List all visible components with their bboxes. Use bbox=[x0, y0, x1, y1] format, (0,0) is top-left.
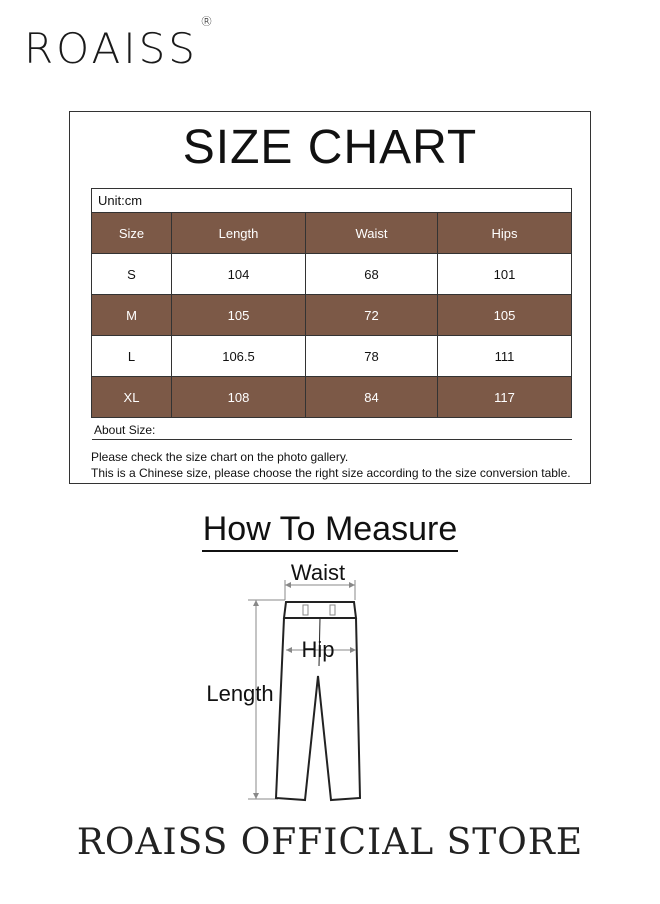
header-cell: Size bbox=[92, 213, 172, 253]
table-cell: 106.5 bbox=[172, 336, 306, 376]
length-label: Length bbox=[206, 681, 274, 706]
brand-name: ROAISS bbox=[24, 24, 198, 73]
table-row bbox=[92, 295, 571, 336]
how-to-measure-text: How To Measure bbox=[202, 510, 459, 552]
header-cell: Waist bbox=[306, 213, 438, 253]
table-row bbox=[92, 336, 571, 377]
table-cell: M bbox=[92, 295, 172, 335]
pants-outline bbox=[276, 602, 360, 800]
size-chart-box bbox=[69, 111, 591, 484]
brand-logo bbox=[24, 15, 216, 73]
size-chart-title: SIZE CHART bbox=[182, 121, 478, 174]
table-header-row bbox=[92, 213, 571, 254]
unit-label: Unit:cm bbox=[92, 189, 571, 213]
table-row bbox=[92, 377, 571, 417]
waist-label: Waist bbox=[290, 560, 346, 585]
size-table bbox=[91, 188, 572, 418]
table-cell: 111 bbox=[494, 348, 515, 364]
about-size-label: About Size: bbox=[94, 423, 156, 437]
table-cell: 78 bbox=[306, 336, 438, 376]
table-cell: 104 bbox=[172, 254, 306, 294]
table-cell: XL bbox=[92, 377, 172, 417]
how-to-measure-title bbox=[0, 510, 660, 549]
divider bbox=[92, 439, 572, 440]
table-cell: 101 bbox=[493, 266, 516, 282]
note-gallery: Please check the size chart on the photo gallery. bbox=[91, 450, 349, 464]
pants-measure-diagram bbox=[190, 556, 470, 816]
table-cell: 84 bbox=[306, 377, 438, 417]
note-chinese-size: This is a Chinese size, please choose the right size according to the size conversion table. bbox=[91, 466, 571, 480]
table-cell: L bbox=[92, 336, 172, 376]
store-footer: ROAISS OFFICIAL STORE bbox=[76, 822, 584, 863]
hip-label: Hip bbox=[301, 637, 335, 662]
table-cell: 72 bbox=[306, 295, 438, 335]
table-cell: S bbox=[92, 254, 172, 294]
table-cell: 108 bbox=[172, 377, 306, 417]
table-cell: 105 bbox=[493, 307, 516, 323]
table-row bbox=[92, 254, 571, 295]
header-cell: Length bbox=[172, 213, 306, 253]
table-cell: 117 bbox=[494, 389, 515, 405]
table-cell: 68 bbox=[306, 254, 438, 294]
header-cell: Hips bbox=[491, 225, 518, 241]
registered-mark: ® bbox=[199, 15, 216, 30]
table-cell: 105 bbox=[172, 295, 306, 335]
